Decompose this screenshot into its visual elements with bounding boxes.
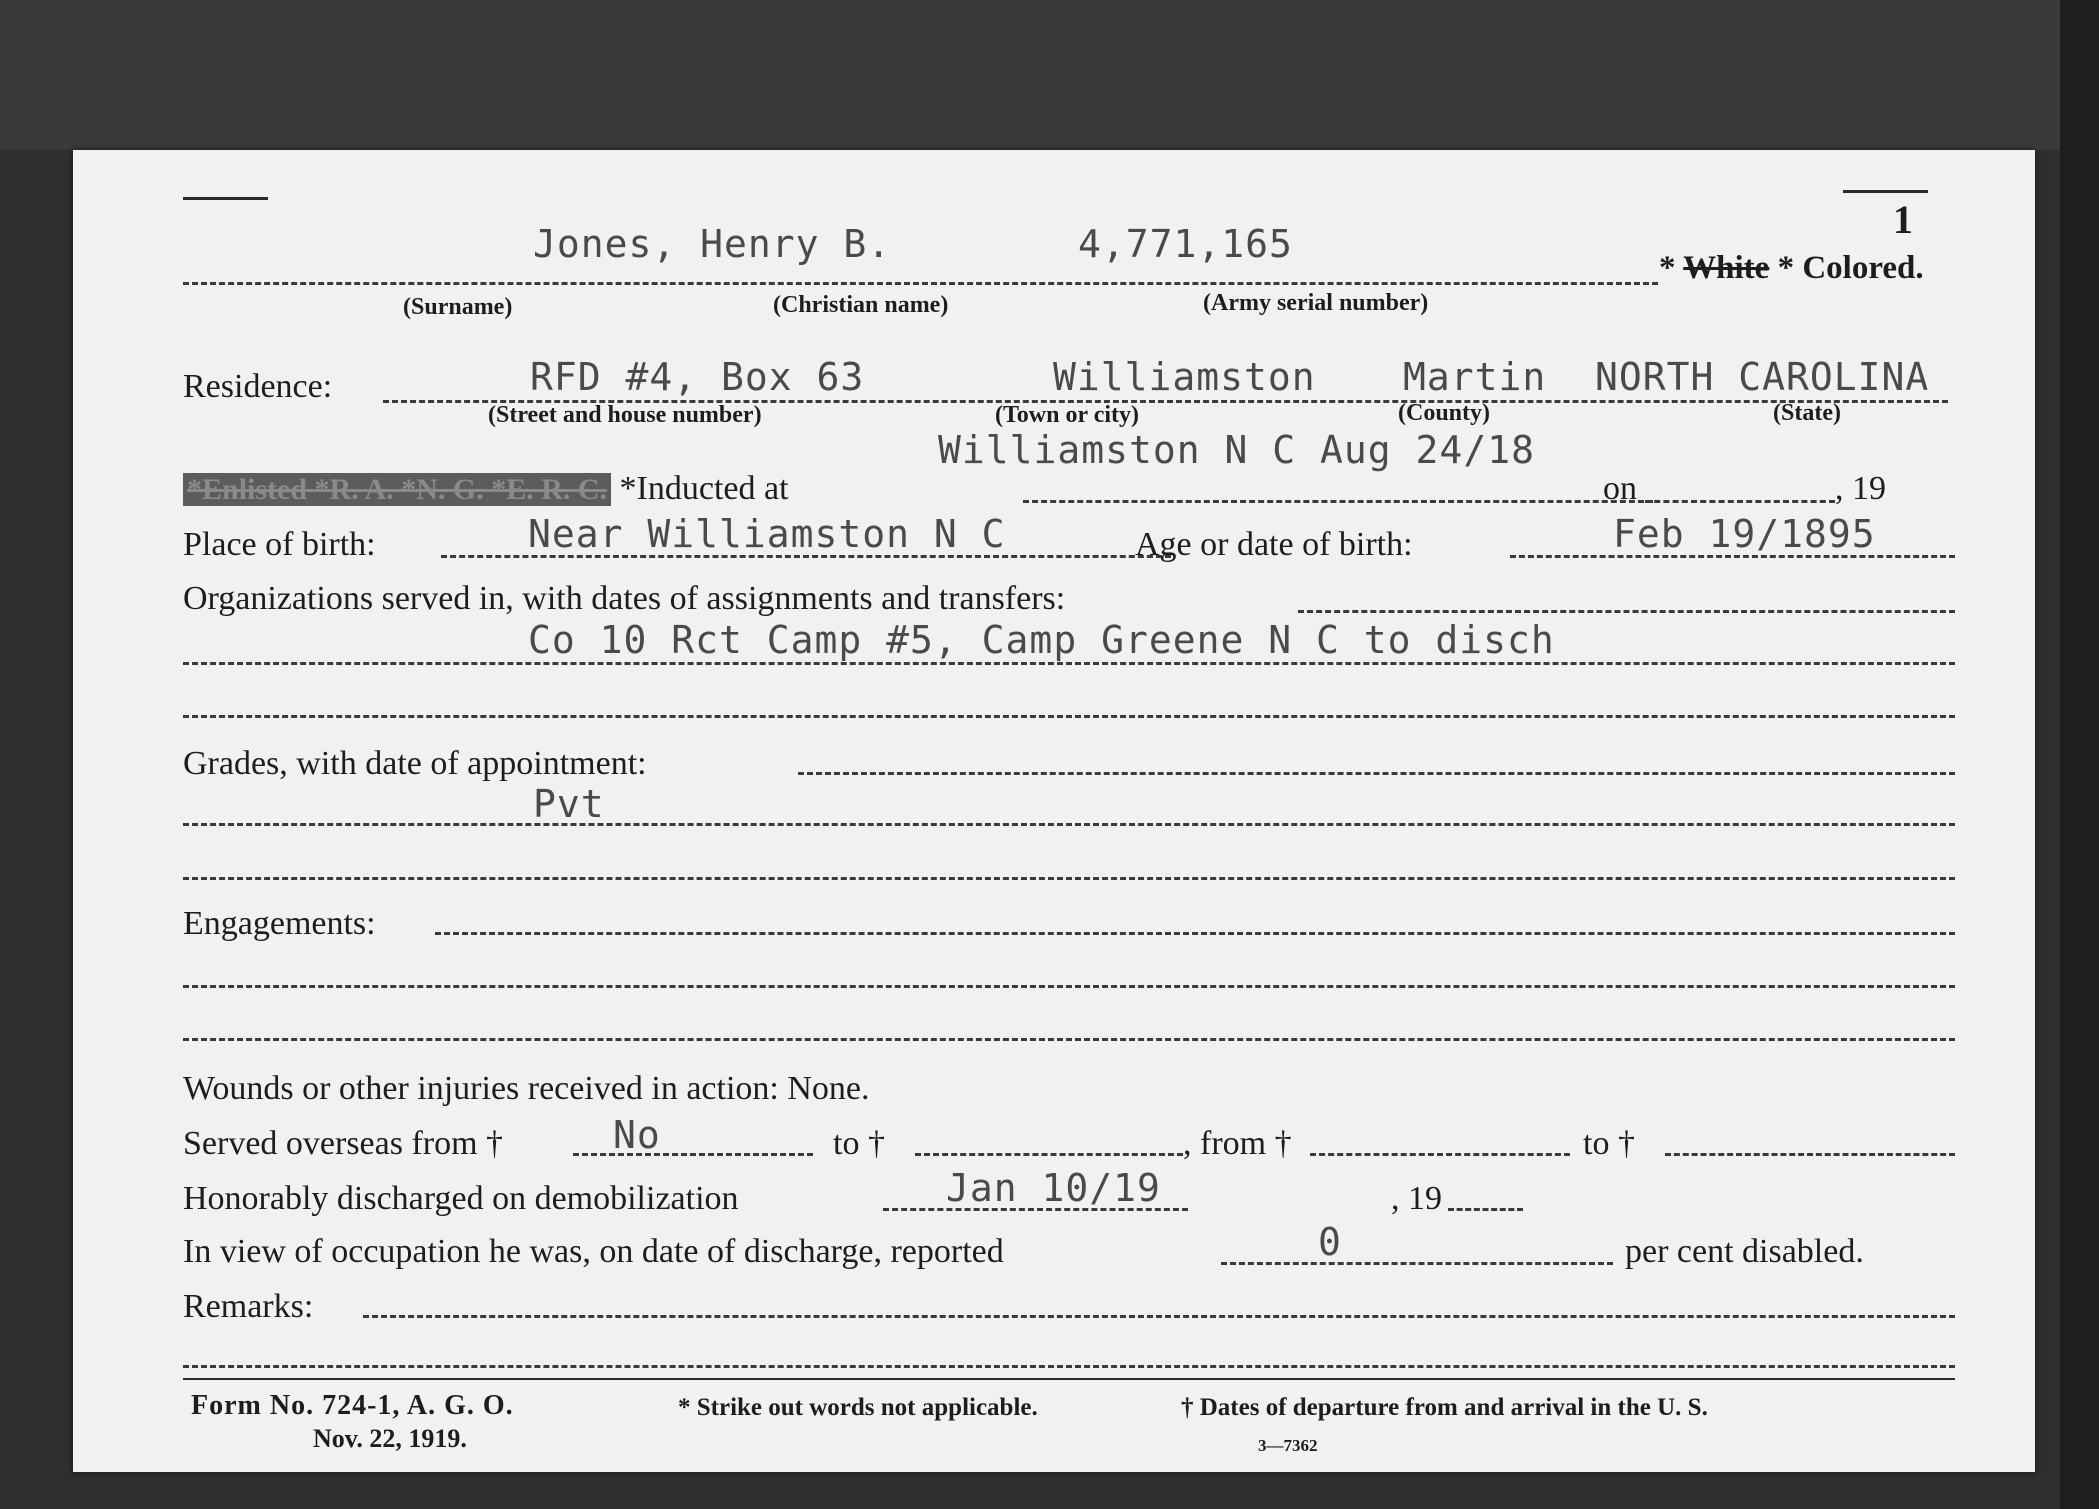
discharge-line	[883, 1208, 1188, 1211]
organizations-line-0	[1298, 610, 1955, 613]
residence-street: RFD #4, Box 63	[530, 355, 865, 399]
scan-right-edge	[2060, 0, 2099, 1509]
typed-serial: 4,771,165	[1078, 222, 1293, 266]
overseas-from-line	[573, 1153, 813, 1156]
discharge-year-line	[1448, 1208, 1523, 1211]
organizations-label: Organizations served in, with dates of assignments and transfers:	[183, 580, 1066, 617]
overseas-to2-label: to †	[1583, 1125, 1635, 1162]
overseas-from-value: No	[613, 1113, 661, 1157]
residence-label: Residence:	[183, 368, 333, 405]
grades-line-1	[183, 823, 1955, 826]
birthdate-value: Feb 19/1895	[1613, 512, 1876, 556]
grades-line-2	[183, 877, 1955, 880]
engagements-line-0	[435, 932, 1955, 935]
birthplace-value: Near Williamston N C	[528, 512, 1006, 556]
race-colored: Colored.	[1802, 250, 1924, 286]
discharge-label: Honorably discharged on demobilization	[183, 1180, 739, 1217]
scan-top-band	[0, 0, 2099, 150]
town-caption: (Town or city)	[995, 402, 1139, 428]
remarks-line-0	[363, 1315, 1955, 1318]
strike-note: * Strike out words not applicable.	[678, 1394, 1038, 1421]
residence-town: Williamston	[1053, 355, 1316, 399]
form-number: Form No. 724-1, A. G. O.	[191, 1390, 514, 1421]
disability-suffix: per cent disabled.	[1625, 1233, 1864, 1270]
residence-state: NORTH CAROLINA	[1595, 355, 1930, 399]
inducted-label: *Inducted at	[619, 470, 789, 507]
card-number: 1	[1893, 197, 1913, 242]
overseas-to-label: to †	[833, 1125, 885, 1162]
birthplace-line	[441, 555, 1171, 558]
birthplace-label: Place of birth:	[183, 526, 376, 563]
race-field	[1659, 250, 1924, 287]
race-marker-white: *	[1659, 250, 1676, 286]
form-date: Nov. 22, 1919.	[313, 1424, 467, 1453]
print-code: 3—7362	[1258, 1436, 1318, 1455]
induction-place-line	[1023, 500, 1653, 503]
typed-name: Jones, Henry B.	[533, 222, 892, 266]
top-right-mark	[1843, 190, 1928, 193]
service-record-card	[73, 150, 2035, 1472]
discharge-value: Jan 10/19	[946, 1166, 1161, 1210]
disability-value: 0	[1318, 1220, 1342, 1264]
race-marker-colored: *	[1777, 250, 1795, 286]
race-white-struck: White	[1683, 250, 1770, 286]
induction-year-label: , 19	[1835, 470, 1886, 507]
disability-line	[1221, 1262, 1613, 1265]
overseas-to-line	[915, 1153, 1183, 1156]
street-caption: (Street and house number)	[488, 402, 762, 428]
grades-value: Pvt	[533, 782, 605, 826]
organizations-value: Co 10 Rct Camp #5, Camp Greene N C to disch	[528, 618, 1555, 662]
serial-caption: (Army serial number)	[1203, 290, 1429, 316]
name-line	[183, 282, 1658, 285]
induction-typed: Williamston N C Aug 24/18	[938, 428, 1535, 472]
engagements-label: Engagements:	[183, 905, 376, 942]
disability-label: In view of occupation he was, on date of discharge, reported	[183, 1233, 1004, 1270]
overseas-label: Served overseas from †	[183, 1125, 504, 1162]
overseas-to2-line	[1665, 1153, 1955, 1156]
induction-date-line	[1645, 500, 1835, 503]
grades-label: Grades, with date of appointment:	[183, 745, 647, 782]
organizations-line-2	[183, 715, 1955, 718]
remarks-label: Remarks:	[183, 1288, 314, 1325]
discharge-year-label: , 19	[1391, 1180, 1442, 1217]
overseas-from2-label: , from †	[1183, 1125, 1292, 1162]
county-caption: (County)	[1398, 400, 1491, 426]
state-caption: (State)	[1773, 400, 1841, 426]
engagements-line-2	[183, 1038, 1955, 1041]
organizations-line-1	[183, 662, 1955, 665]
birthdate-label: Age or date of birth:	[1135, 526, 1413, 563]
top-left-mark	[183, 197, 268, 200]
enlisted-options-redacted: *Enlisted *R. A. *N. G. *E. R. C.	[183, 473, 611, 506]
surname-caption: (Surname)	[403, 294, 513, 320]
christian-name-caption: (Christian name)	[773, 292, 949, 318]
induction-row	[183, 470, 789, 508]
induction-on-label: on	[1603, 470, 1637, 507]
birthdate-line	[1510, 555, 1955, 558]
wounds-label: Wounds or other injuries received in action: None.	[183, 1070, 870, 1107]
footer-rule	[183, 1378, 1955, 1380]
engagements-line-1	[183, 985, 1955, 988]
residence-county: Martin	[1403, 355, 1547, 399]
grades-line-0	[798, 772, 1955, 775]
remarks-line-1	[183, 1365, 1955, 1368]
dates-note: † Dates of departure from and arrival in the U. S.	[1181, 1394, 1708, 1421]
overseas-from2-line	[1310, 1153, 1570, 1156]
